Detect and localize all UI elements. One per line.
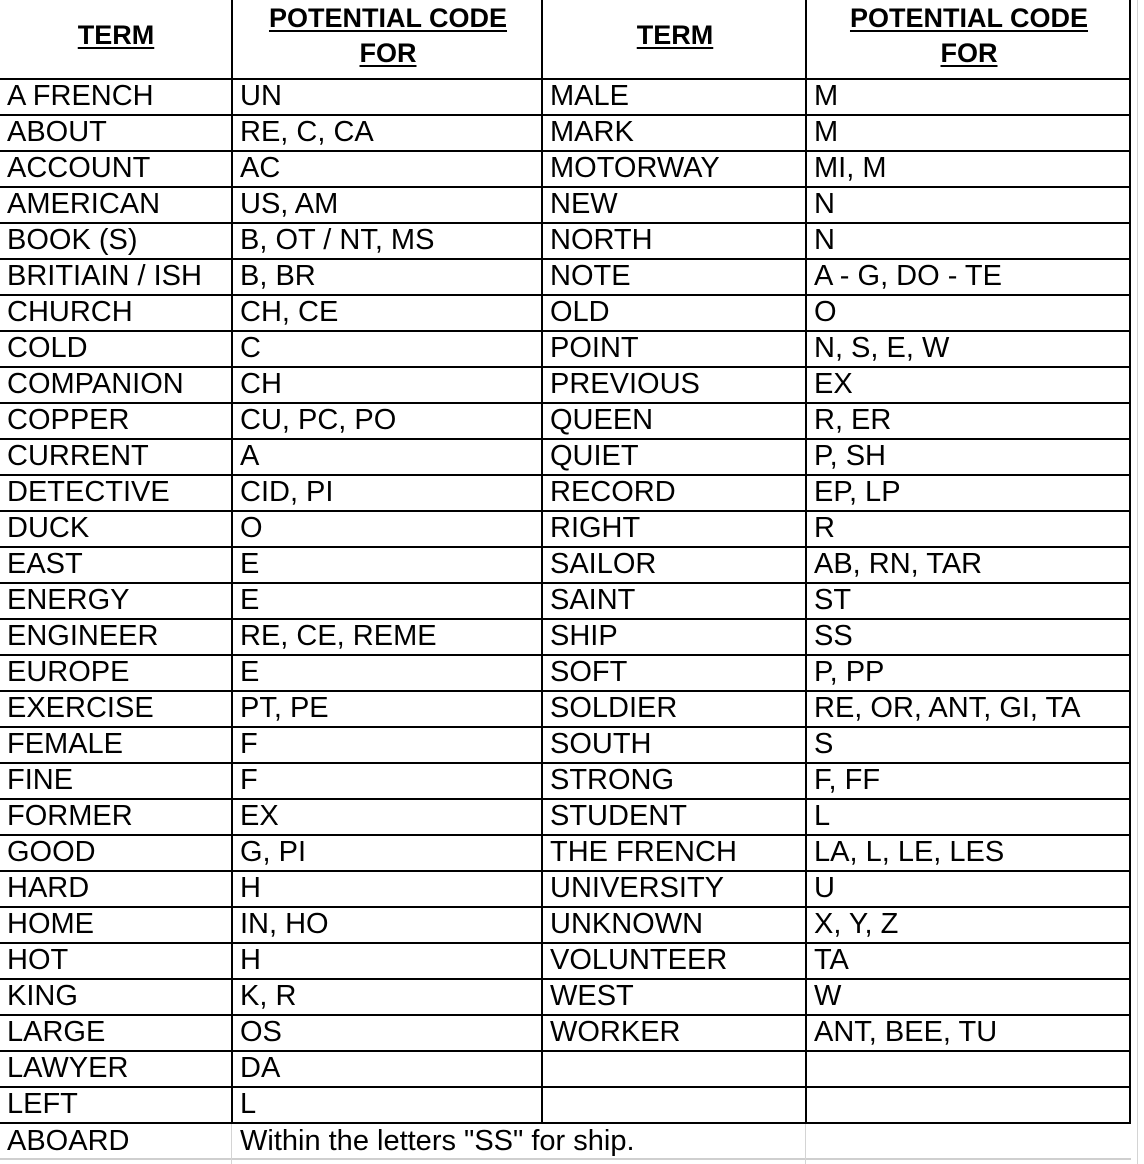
cell-term-left[interactable]: COLD [7, 332, 88, 364]
last-row-term[interactable]: ABOARD [7, 1125, 130, 1157]
header-code-left-line1: POTENTIAL CODE [268, 3, 508, 33]
cell-code-left[interactable]: F [240, 728, 258, 760]
grid-line [0, 1050, 1131, 1052]
cell-code-left[interactable]: CID, PI [240, 476, 334, 508]
grid-line [0, 78, 1131, 80]
cell-code-right[interactable]: M [814, 80, 839, 112]
cell-term-right[interactable]: SOFT [550, 656, 628, 688]
grid-line [231, 1124, 232, 1164]
cell-term-left[interactable]: BOOK (S) [7, 224, 138, 256]
grid-line [0, 690, 1131, 692]
grid-line [0, 546, 1131, 548]
cell-code-right[interactable]: W [814, 980, 842, 1012]
cell-term-left[interactable]: ABOUT [7, 116, 107, 148]
cell-code-right[interactable]: X, Y, Z [814, 908, 899, 940]
cell-term-left[interactable]: FINE [7, 764, 74, 796]
cell-term-right[interactable]: MARK [550, 116, 634, 148]
cell-code-left[interactable]: B, OT / NT, MS [240, 224, 435, 256]
cell-term-right[interactable]: UNKNOWN [550, 908, 704, 940]
cell-code-left[interactable]: K, R [240, 980, 297, 1012]
cell-code-left[interactable]: E [240, 656, 260, 688]
cell-code-left[interactable]: CU, PC, PO [240, 404, 397, 436]
grid-line [0, 222, 1131, 224]
cell-term-left[interactable]: EXERCISE [7, 692, 154, 724]
cell-code-right[interactable]: N [814, 224, 835, 256]
grid-line [0, 942, 1131, 944]
cell-code-left[interactable]: US, AM [240, 188, 339, 220]
cell-code-right[interactable]: RE, OR, ANT, GI, TA [814, 692, 1081, 724]
cell-term-left[interactable]: BRITIAIN / ISH [7, 260, 202, 292]
cell-term-left[interactable]: ENERGY [7, 584, 130, 616]
cell-code-left[interactable]: C [240, 332, 261, 364]
cell-term-right[interactable]: NEW [550, 188, 618, 220]
grid-line [0, 870, 1131, 872]
cell-term-right[interactable]: OLD [550, 296, 610, 328]
cell-term-right[interactable]: STUDENT [550, 800, 687, 832]
cell-code-left[interactable]: E [240, 584, 260, 616]
cell-term-left[interactable]: EAST [7, 548, 83, 580]
cell-code-right[interactable]: R [814, 512, 835, 544]
cell-term-right[interactable]: STRONG [550, 764, 675, 796]
cell-term-left[interactable]: A FRENCH [7, 80, 154, 112]
grid-line [0, 1122, 1131, 1124]
grid-line [805, 1124, 806, 1164]
cell-term-left[interactable]: CHURCH [7, 296, 133, 328]
cell-term-right[interactable]: SHIP [550, 620, 618, 652]
grid-line [541, 0, 543, 1124]
cell-code-right[interactable]: S [814, 728, 834, 760]
grid-line [0, 906, 1131, 908]
cell-term-left[interactable]: FORMER [7, 800, 133, 832]
grid-line [0, 438, 1131, 440]
cell-code-left[interactable]: EX [240, 800, 279, 832]
grid-line [0, 510, 1131, 512]
cell-term-right[interactable]: QUEEN [550, 404, 654, 436]
cell-code-right[interactable]: N [814, 188, 835, 220]
grid-line [0, 1014, 1131, 1016]
cell-code-right[interactable]: SS [814, 620, 853, 652]
cell-code-right[interactable]: N, S, E, W [814, 332, 950, 364]
grid-line [0, 114, 1131, 116]
grid-line [0, 654, 1131, 656]
cell-term-right[interactable]: VOLUNTEER [550, 944, 728, 976]
grid-line [0, 402, 1131, 404]
grid-line [0, 330, 1131, 332]
cell-code-right[interactable]: EX [814, 368, 853, 400]
cell-term-left[interactable]: FEMALE [7, 728, 124, 760]
grid-line [0, 1086, 1131, 1088]
cell-term-left[interactable]: DETECTIVE [7, 476, 170, 508]
cell-code-left[interactable]: RE, CE, REME [240, 620, 437, 652]
cell-code-right[interactable]: F, FF [814, 764, 881, 796]
cell-code-left[interactable]: CH, CE [240, 296, 339, 328]
grid-line [0, 978, 1131, 980]
cell-code-left[interactable]: L [240, 1088, 257, 1120]
header-code-left-line2: FOR [359, 38, 417, 68]
last-row-note[interactable]: Within the letters "SS" for ship. [240, 1125, 635, 1157]
cell-term-left[interactable]: LEFT [7, 1088, 78, 1120]
header-term-right[interactable]: TERM [636, 20, 714, 50]
cell-term-right[interactable]: WORKER [550, 1016, 681, 1048]
cell-term-left[interactable]: AMERICAN [7, 188, 161, 220]
header-term-left[interactable]: TERM [77, 20, 155, 50]
cell-term-right[interactable]: THE FRENCH [550, 836, 737, 868]
cell-term-left[interactable]: ENGINEER [7, 620, 159, 652]
grid-line [0, 474, 1131, 476]
cell-term-left[interactable]: KING [7, 980, 78, 1012]
cell-term-left[interactable]: LAWYER [7, 1052, 129, 1084]
cell-term-left[interactable]: LARGE [7, 1016, 106, 1048]
cell-code-right[interactable]: L [814, 800, 831, 832]
cell-term-right[interactable]: NORTH [550, 224, 653, 256]
cell-term-left[interactable]: COPPER [7, 404, 130, 436]
cell-term-left[interactable]: COMPANION [7, 368, 184, 400]
grid-line [1137, 0, 1138, 1164]
cell-code-right[interactable]: EP, LP [814, 476, 901, 508]
cell-code-left[interactable]: F [240, 764, 258, 796]
grid-line [805, 0, 807, 1124]
cell-term-right[interactable]: SOLDIER [550, 692, 678, 724]
cell-term-left[interactable]: HARD [7, 872, 90, 904]
cell-term-left[interactable]: ACCOUNT [7, 152, 151, 184]
cell-code-right[interactable]: AB, RN, TAR [814, 548, 983, 580]
cell-code-left[interactable]: O [240, 512, 263, 544]
cell-code-left[interactable]: PT, PE [240, 692, 329, 724]
cell-term-left[interactable]: HOT [7, 944, 69, 976]
cell-code-right[interactable]: M [814, 116, 839, 148]
header-code-right-line1: POTENTIAL CODE [849, 3, 1089, 33]
cell-code-right[interactable]: O [814, 296, 837, 328]
cell-code-left[interactable]: CH [240, 368, 282, 400]
cell-term-right[interactable]: POINT [550, 332, 639, 364]
grid-line [0, 834, 1131, 836]
cell-code-left[interactable]: G, PI [240, 836, 307, 868]
cell-term-right[interactable]: QUIET [550, 440, 639, 472]
cell-term-left[interactable]: EUROPE [7, 656, 130, 688]
header-code-right[interactable] [807, 1, 1131, 71]
cell-code-left[interactable]: IN, HO [240, 908, 329, 940]
cell-code-right[interactable]: MI, M [814, 152, 887, 184]
cell-code-left[interactable]: B, BR [240, 260, 316, 292]
grid-line [0, 1158, 1131, 1160]
cell-code-right[interactable]: LA, L, LE, LES [814, 836, 1005, 868]
cell-term-right[interactable]: RIGHT [550, 512, 641, 544]
header-code-right-line2: FOR [940, 38, 998, 68]
grid-line [0, 258, 1131, 260]
cell-code-right[interactable]: R, ER [814, 404, 892, 436]
cell-term-right[interactable]: NOTE [550, 260, 631, 292]
cell-term-right[interactable]: MALE [550, 80, 629, 112]
cell-code-left[interactable]: A [240, 440, 260, 472]
cell-term-right[interactable]: WEST [550, 980, 634, 1012]
grid-line [0, 798, 1131, 800]
cell-code-left[interactable]: UN [240, 80, 282, 112]
cell-term-right[interactable]: SAINT [550, 584, 636, 616]
cell-code-left[interactable]: DA [240, 1052, 281, 1084]
cell-term-left[interactable]: HOME [7, 908, 94, 940]
cell-term-right[interactable]: SAILOR [550, 548, 657, 580]
cell-term-right[interactable]: RECORD [550, 476, 676, 508]
grid-line [0, 186, 1131, 188]
cell-code-right[interactable]: ST [814, 584, 852, 616]
grid-line [231, 0, 233, 1124]
cell-code-left[interactable]: OS [240, 1016, 282, 1048]
grid-line [0, 582, 1131, 584]
cell-term-right[interactable]: SOUTH [550, 728, 652, 760]
grid-line [0, 294, 1131, 296]
grid-line [0, 150, 1131, 152]
cell-code-right[interactable]: ANT, BEE, TU [814, 1016, 998, 1048]
cell-code-right[interactable]: P, PP [814, 656, 885, 688]
cell-code-left[interactable]: H [240, 944, 261, 976]
cell-code-right[interactable]: TA [814, 944, 849, 976]
cell-code-left[interactable]: H [240, 872, 261, 904]
grid-line [0, 726, 1131, 728]
grid-line [0, 762, 1131, 764]
cell-code-right[interactable]: A - G, DO - TE [814, 260, 1002, 292]
cell-code-left[interactable]: E [240, 548, 260, 580]
cell-term-left[interactable]: GOOD [7, 836, 96, 868]
cell-code-right[interactable]: P, SH [814, 440, 887, 472]
cell-term-right[interactable]: UNIVERSITY [550, 872, 725, 904]
cell-code-left[interactable]: AC [240, 152, 281, 184]
cell-term-left[interactable]: DUCK [7, 512, 90, 544]
cell-code-right[interactable]: U [814, 872, 835, 904]
grid-line [0, 366, 1131, 368]
cell-term-left[interactable]: CURRENT [7, 440, 149, 472]
cell-term-right[interactable]: PREVIOUS [550, 368, 700, 400]
header-code-left[interactable] [233, 1, 543, 71]
cell-code-left[interactable]: RE, C, CA [240, 116, 374, 148]
grid-line [0, 618, 1131, 620]
cell-term-right[interactable]: MOTORWAY [550, 152, 720, 184]
